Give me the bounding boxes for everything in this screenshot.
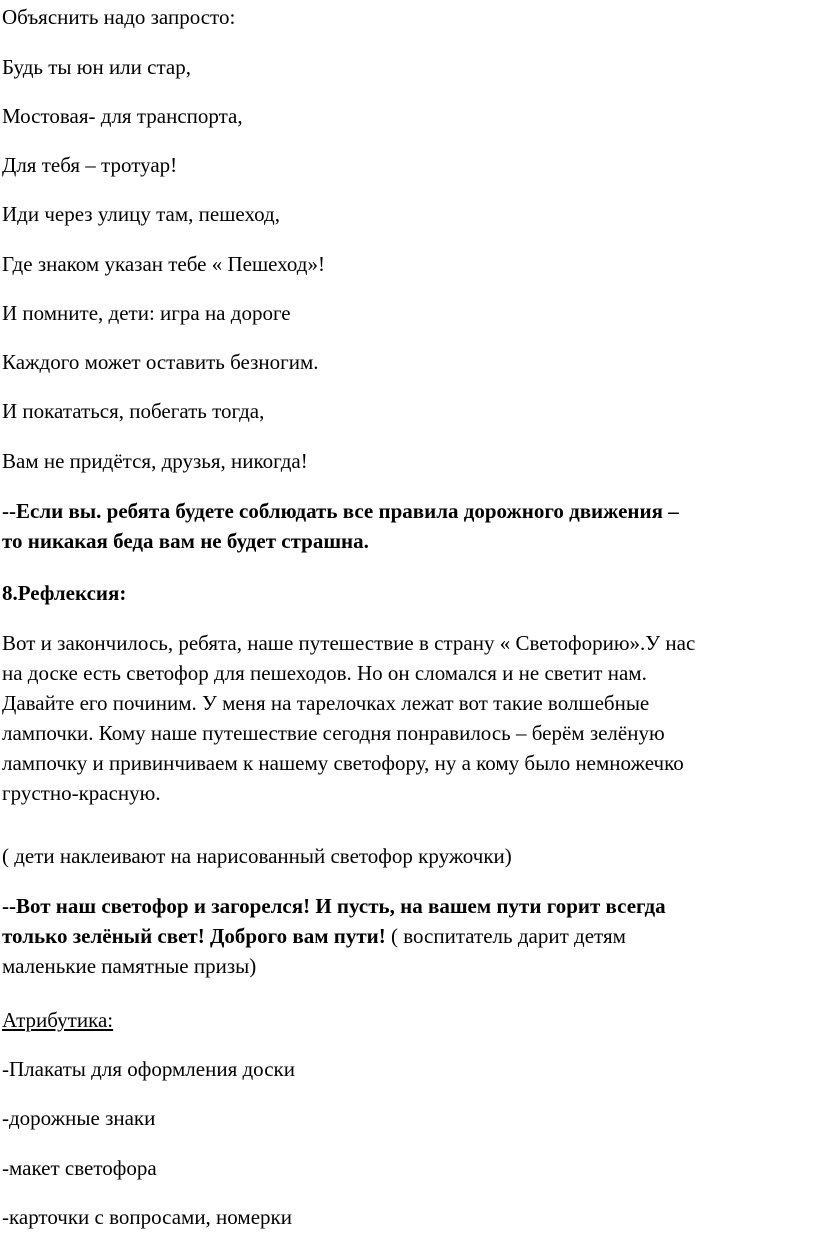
poem-line: Для тебя – тротуар! — [2, 153, 178, 177]
poem-line: Объяснить надо запросто: — [2, 5, 236, 29]
reflection-line: лампочку и привинчиваем к нашему светофору, ну а кому было немножечко — [2, 751, 684, 775]
reflection-line: Давайте его починим. У меня на тарелочках лежат вот такие волшебные — [2, 691, 650, 715]
closing-bold-text: только зелёный свет! Доброго вам пути! — [2, 924, 386, 948]
poem-line: И помните, дети: игра на дороге — [2, 301, 291, 325]
closing-paragraph — [2, 891, 810, 981]
attribute-item: -макет светофора — [2, 1156, 157, 1180]
reflection-line: Вот и закончилось, ребята, наше путешествие в страну « Светофорию».У нас — [2, 631, 696, 655]
warning-line: то никакая беда вам не будет страшна. — [2, 529, 369, 553]
closing-line: --Вот наш светофор и загорелся! И пусть, на вашем пути горит всегда — [2, 894, 666, 918]
attributes-heading-row — [2, 1005, 810, 1035]
closing-line-mixed — [2, 921, 810, 951]
reflection-line: на доске есть светофор для пешеходов. Но он сломался и не светит нам. — [2, 661, 647, 685]
warning-line: --Если вы. ребята будете соблюдать все правила дорожного движения – — [2, 499, 679, 523]
attributes-heading: Атрибутика: — [2, 1008, 114, 1032]
poem-line: Мостовая- для транспорта, — [2, 104, 243, 128]
poem-line: Вам не придётся, друзья, никогда! — [2, 449, 308, 473]
poem-line: Каждого может оставить безногим. — [2, 350, 319, 374]
warning-paragraph — [2, 496, 810, 556]
reflection-line: грустно-красную. — [2, 781, 161, 805]
closing-normal-text: ( воспитатель дарит детям — [385, 924, 626, 948]
attribute-item: -дорожные знаки — [2, 1106, 156, 1130]
attribute-item: -карточки с вопросами, номерки — [2, 1205, 292, 1229]
poem-line: Будь ты юн или стар, — [2, 55, 191, 79]
children-action: ( дети наклеивают на нарисованный светофор кружочки) — [2, 844, 512, 868]
reflection-line: лампочки. Кому наше путешествие сегодня понравилось – берём зелёную — [2, 721, 665, 745]
attribute-item: -Плакаты для оформления доски — [2, 1057, 295, 1081]
poem-line: Иди через улицу там, пешеход, — [2, 202, 280, 226]
poem-line: И покататься, побегать тогда, — [2, 399, 265, 423]
closing-line: маленькие памятные призы) — [2, 954, 257, 978]
reflection-heading: 8.Рефлексия: — [2, 581, 127, 605]
poem-line: Где знаком указан тебе « Пешеход»! — [2, 252, 325, 276]
reflection-paragraph — [2, 628, 810, 808]
